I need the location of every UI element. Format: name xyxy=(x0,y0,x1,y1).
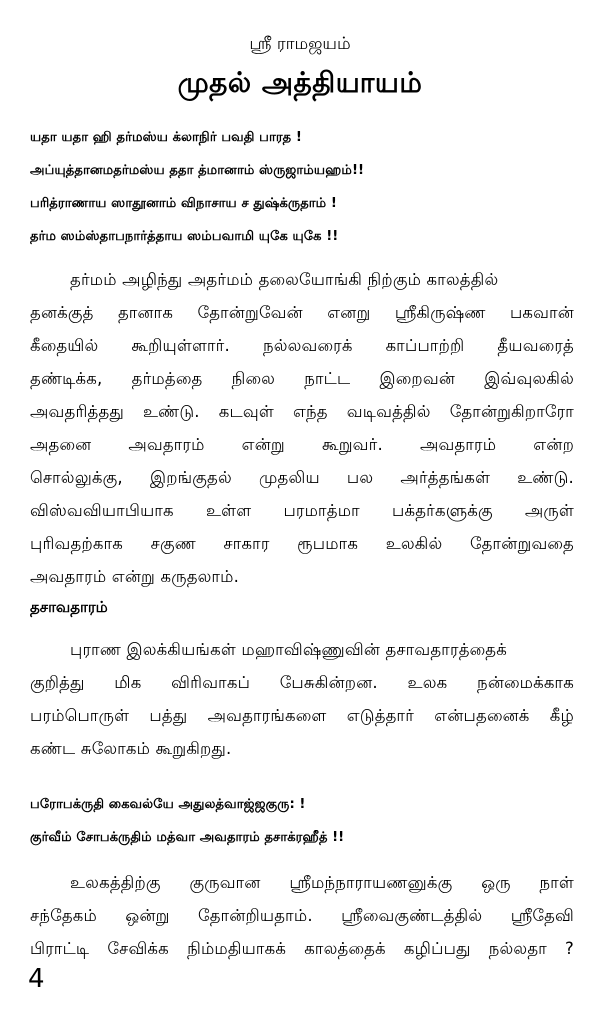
verse-line: அப்யுத்தானமதர்மஸ்ய ததா த்மானாம் ஸ்ருஜாம்யஹம்!! xyxy=(30,163,365,178)
text-line: புராண இலக்கியங்கள் மஹாவிஷ்ணுவின் தசாவதாரத்தைக் xyxy=(70,640,507,659)
verse-line: யதா யதா ஹி தர்மஸ்ய க்லாநிர் பவதி பாரத ! xyxy=(30,130,302,145)
text-line: உலகத்திற்கு குருவான ஸ்ரீமந்நாராயணனுக்கு ஒரு நாள் xyxy=(70,873,574,892)
chapter-title: முதல் அத்தியாயம் xyxy=(177,66,423,99)
text-line: பரம்பொருள் பத்து அவதாரங்களை எடுத்தார் என்பதனைக் கீழ் xyxy=(30,706,574,725)
paragraph xyxy=(30,866,574,965)
text-line: அவதரித்தது உண்டு. கடவுள் எந்த வடிவத்தில் தோன்றுகிறாரோ xyxy=(30,402,574,421)
text-line: கீதையில் கூறியுள்ளார். நல்லவரைக் காப்பாற்றி தீயவரைத் xyxy=(30,336,574,355)
text-line: தனக்குத் தானாக தோன்றுவேன் எனறு ஸ்ரீகிருஷ்ண பகவான் xyxy=(30,303,574,322)
paragraph xyxy=(30,633,574,765)
text-line: பிராட்டி சேவிக்க நிம்மதியாகக் காலத்தைக் கழிப்பது நல்லதா ? xyxy=(30,939,574,958)
invocation-header: ஸ்ரீ ராமஜயம் xyxy=(249,34,351,54)
text-line: தர்மம் அழிந்து அதர்மம் தலையோங்கி நிற்கும் காலத்தில் xyxy=(70,270,499,289)
verse-line: குர்வீம் சோபக்ருதிம் மத்வா அவதாரம் தசாக்ரஹீத் !! xyxy=(30,830,345,845)
text-line: புரிவதற்காக சகுண சாகார ரூபமாக உலகில் தோன்றுவதை xyxy=(30,534,574,553)
text-line: சந்தேகம் ஒன்று தோன்றியதாம். ஸ்ரீவைகுண்டத்தில் ஸ்ரீதேவி xyxy=(30,906,574,925)
text-line: விஸ்வவியாபியாக உள்ள பரமாத்மா பக்தர்களுக்கு அருள் xyxy=(30,501,574,520)
text-line: கண்ட சுலோகம் கூறுகிறது. xyxy=(30,739,232,758)
verse-line: பரித்ராணாய ஸாதூனாம் விநாசாய ச துஷ்க்ருதாம் ! xyxy=(30,196,337,211)
page-number: 4 xyxy=(28,964,45,994)
text-line: அவதாரம் என்று கருதலாம். xyxy=(30,567,240,586)
verse-line: பரோபக்ருதி கைவல்யே அதுலத்வாஜ்ஜகுரு: ! xyxy=(30,797,306,812)
text-line: தண்டிக்க, தர்மத்தை நிலை நாட்ட இறைவன் இவ்வுலகில் xyxy=(30,369,574,388)
section-heading: தசாவதாரம் xyxy=(30,598,108,616)
text-line: அதனை அவதாரம் என்று கூறுவர். அவதாரம் என்ற xyxy=(30,435,574,454)
text-line: குறித்து மிக விரிவாகப் பேசுகின்றன. உலக நன்மைக்காக xyxy=(30,673,574,692)
verse-line: தர்ம ஸம்ஸ்தாபநார்த்தாய ஸம்பவாமி யுகே யுகே !! xyxy=(30,229,339,244)
paragraph xyxy=(30,263,574,593)
text-line: சொல்லுக்கு, இறங்குதல் முதலிய பல அர்த்தங்கள் உண்டு. xyxy=(30,468,574,487)
